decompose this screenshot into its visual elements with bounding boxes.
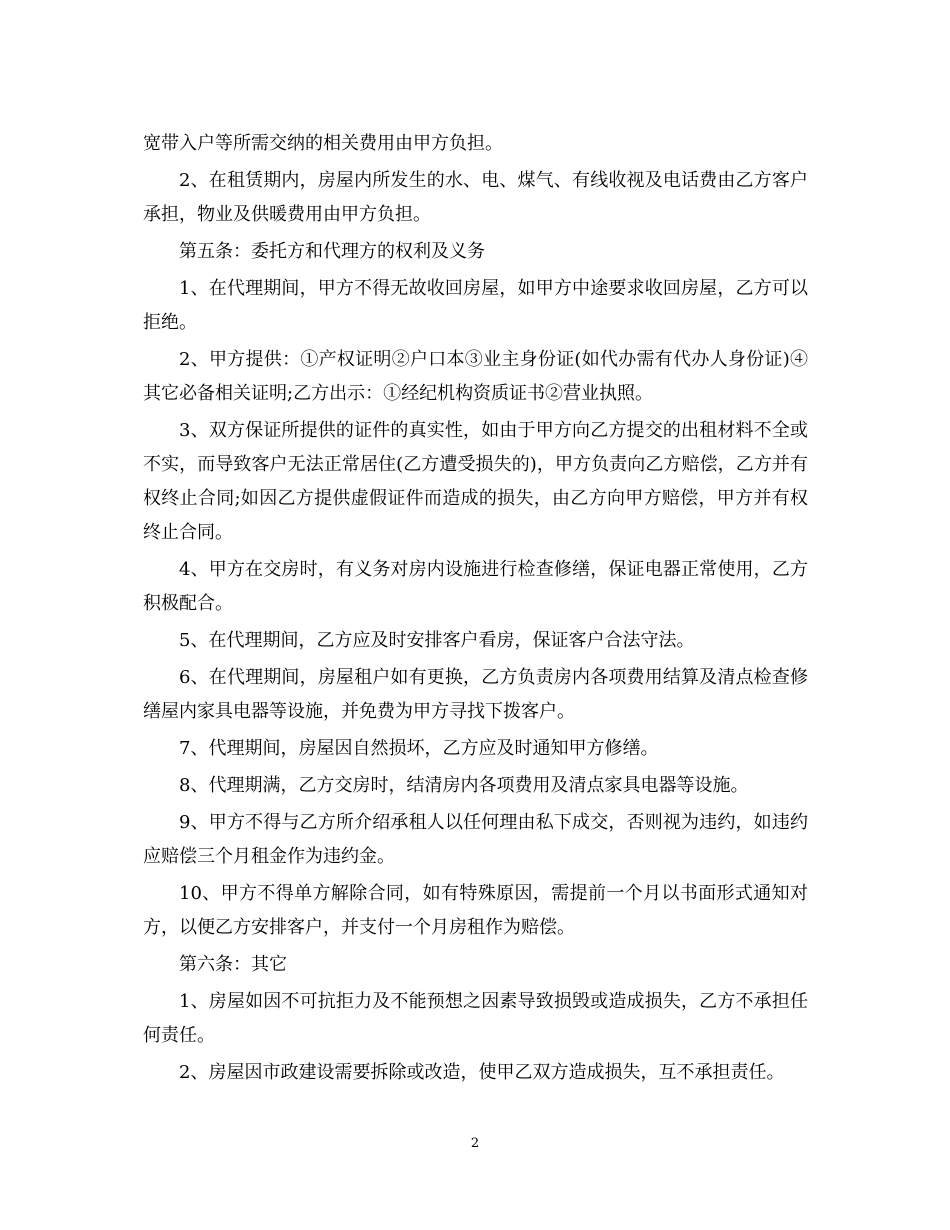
page-number: 2 bbox=[470, 1136, 480, 1151]
contract-body bbox=[143, 127, 808, 1093]
paragraph-clause-5-1: 1、在代理期间，甲方不得无故收回房屋，如甲方中途要求收回房屋，乙方可以拒绝。 bbox=[143, 278, 808, 333]
paragraph-clause-5-7: 7、代理期间，房屋因自然损坏，乙方应及时通知甲方修缮。 bbox=[179, 738, 659, 759]
paragraph-clause-5-6: 6、在代理期间，房屋租户如有更换，乙方负责房内各项费用结算及清点检查修缮屋内家具电器等设施，并免费为甲方寻找下拨客户。 bbox=[143, 667, 808, 722]
paragraph-clause-6-2: 2、房屋因市政建设需要拆除或改造，使甲乙双方造成损失，互不承担责任。 bbox=[179, 1062, 785, 1083]
paragraph-clause-4-2: 2、在租赁期内，房屋内所发生的水、电、煤气、有线收视及电话费由乙方客户承担，物业及供暖费用由甲方负担。 bbox=[143, 170, 808, 225]
paragraph-clause-5-5: 5、在代理期间，乙方应及时安排客户看房，保证客户合法守法。 bbox=[179, 630, 695, 651]
paragraph-clause-5-8: 8、代理期满，乙方交房时，结清房内各项费用及清点家具电器等设施。 bbox=[179, 775, 749, 796]
paragraph-clause-5-4: 4、甲方在交房时，有义务对房内设施进行检查修缮，保证电器正常使用，乙方积极配合。 bbox=[143, 559, 808, 614]
paragraph-continuation: 宽带入户等所需交纳的相关费用由甲方负担。 bbox=[143, 133, 503, 154]
paragraph-clause-6-1: 1、房屋如因不可抗拒力及不能预想之因素导致损毁或造成损失，乙方不承担任何责任。 bbox=[143, 991, 808, 1046]
paragraph-clause-5-3: 3、双方保证所提供的证件的真实性，如由于甲方向乙方提交的出租材料不全或不实，而导致客户无法正常居住(乙方遭受损失的)，甲方负责向乙方赔偿，乙方并有权终止合同;如因乙方提供虚假证件而造成的损失，由乙方向甲方赔偿，甲方并有权终止合同。 bbox=[143, 420, 808, 543]
paragraph-clause-5-10: 10、甲方不得单方解除合同，如有特殊原因，需提前一个月以书面形式通知对方，以便乙方安排客户，并支付一个月房租作为赔偿。 bbox=[143, 883, 808, 938]
paragraph-clause-5-2: 2、甲方提供：①产权证明②户口本③业主身份证(如代办需有代办人身份证)④ 其它必备相关证明;乙方出示：①经纪机构资质证书②营业执照。 bbox=[143, 349, 808, 404]
paragraph-clause-5-9: 9、甲方不得与乙方所介绍承租人以任何理由私下成交，否则视为违约，如违约应赔偿三个月租金作为违约金。 bbox=[143, 812, 808, 867]
article-6-heading: 第六条：其它 bbox=[179, 954, 287, 975]
article-5-heading: 第五条：委托方和代理方的权利及义务 bbox=[179, 241, 485, 262]
